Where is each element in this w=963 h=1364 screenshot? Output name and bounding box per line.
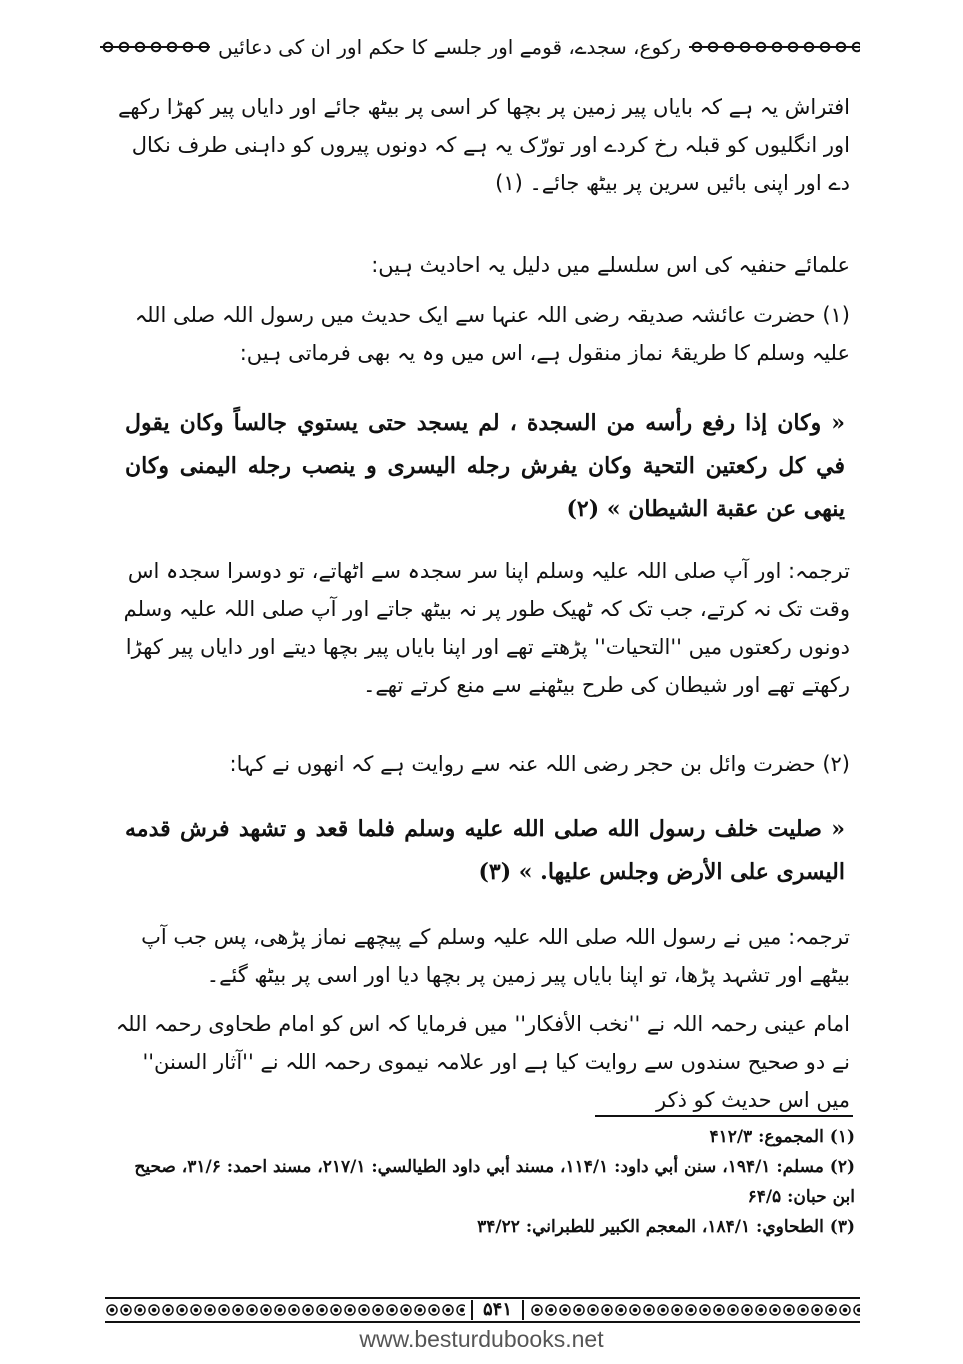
arabic-text: « صليت خلف رسول الله صلى الله عليه وسلم فلما قعد و تشهد فرش قدمه اليسرى على الأرض وجلس عليها. » (۳) [125, 816, 845, 885]
footnote-divider [595, 1115, 853, 1117]
paragraph-iftirash [110, 88, 850, 202]
footnote-2: (۲) مسلم: ۱۹۴/۱، سنن أبي داود: ۱۱۴/۱، مسند أبي داود الطيالسي: ۲۱۷/۱، مسند احمد: ۳۱/۶، صحيح ابن حبان: ۶۴/۵ [134, 1157, 855, 1207]
arabic-hadith-1 [125, 402, 845, 531]
header-title: رکوع، سجدے، قومے اور جلسے کا حکم اور ان کی دعائیں [218, 35, 681, 59]
paragraph-hanafi-evidence [110, 246, 850, 284]
paragraph-text: علمائے حنفیہ کی اس سلسلے میں دلیل یہ احادیث ہیں: [371, 253, 850, 277]
translation-2 [110, 918, 850, 994]
paragraph-wail-hadith [110, 745, 850, 783]
website-url[interactable]: www.besturdubooks.net [359, 1326, 604, 1352]
arabic-text: « وکان إذا رفع رأسه من السجدة ، لم يسجد حتى يستوي جالساً وكان يقول في كل ركعتين التحية وكان يفرش رجله اليسرى و ينصب رجله اليمنى وكان ينهى عن عقبة الشيطان » (۲) [125, 410, 845, 522]
paragraph-text: امام عینی رحمہ اللہ نے ''نخب الأفكار'' میں فرمایا کہ اس کو امام طحاوی رحمہ اللہ نے دو صحیح سندوں سے روایت کیا ہے اور علامہ نیموی رحمہ اللہ نے ''آثار السنن'' میں اس حدیث کو ذکر [115, 1012, 850, 1112]
footnotes [110, 1122, 855, 1242]
footer-ornament-right [530, 1302, 860, 1318]
footer-ornament-left [105, 1302, 465, 1318]
paragraph-aisha-hadith [110, 296, 850, 372]
page-number: ۵۴۱ [471, 1300, 524, 1320]
translation-1 [110, 552, 850, 704]
header-ornament-left [100, 39, 210, 55]
footer-band [105, 1297, 860, 1323]
header-ornament-right [689, 39, 860, 55]
arabic-hadith-2 [125, 808, 845, 894]
translation-text: ترجمہ: اور آپ صلی اللہ علیہ وسلم اپنا سر سجدہ سے اٹھاتے، تو دوسرا سجدہ اس وقت تک نہ کرتے، جب تک کہ ٹھیک طور پر نہ بیٹھ جاتے اور آپ صلی اللہ علیہ وسلم دونوں رکعتوں میں ''التحیات'' پڑھتے تھے اور اپنا بایاں پیر بچھا دیتے اور دایاں پیر کھڑا رکھتے تھے اور شیطان کی طرح بیٹھنے سے منع کرتے تھے۔ [123, 559, 850, 697]
paragraph-text: (۲) حضرت وائل بن حجر رضی اللہ عنہ سے روایت ہے کہ انھوں نے کہا: [229, 752, 850, 776]
translation-text: ترجمہ: میں نے رسول اللہ صلی اللہ علیہ وسلم کے پیچھے نماز پڑھی، پس جب آپ بیٹھے اور تشہد پڑھا، تو اپنا بایاں پیر زمین پر بچھا دیا اور اسی پر بیٹھ گئے۔ [141, 925, 850, 987]
paragraph-imam-aini [110, 1005, 850, 1119]
footnote-1: (۱) المجموع: ۴۱۲/۳ [709, 1127, 855, 1147]
footnote-3: (۳) الطحاوي: ۱۸۴/۱، المعجم الكبير للطبراني: ۳۴/۲۲ [477, 1217, 855, 1237]
paragraph-text: (۱) حضرت عائشہ صدیقہ رضی اللہ عنہا سے ایک حدیث میں رسول اللہ صلی اللہ علیہ وسلم کا طریقۂ نماز منقول ہے، اس میں وہ یہ بھی فرماتی ہیں: [134, 303, 850, 365]
paragraph-text: افتراش یہ ہے کہ بایاں پیر زمین پر بچھا کر اسی پر بیٹھ جائے اور دایاں پیر کھڑا رکھے اور انگلیوں کو قبلہ رخ کردے اور تورّک یہ ہے کہ دونوں پیروں کو داہنی طرف نکال دے اور اپنی بائیں سرین پر بیٹھ جائے۔ (۱) [117, 95, 850, 195]
running-header [100, 30, 860, 64]
